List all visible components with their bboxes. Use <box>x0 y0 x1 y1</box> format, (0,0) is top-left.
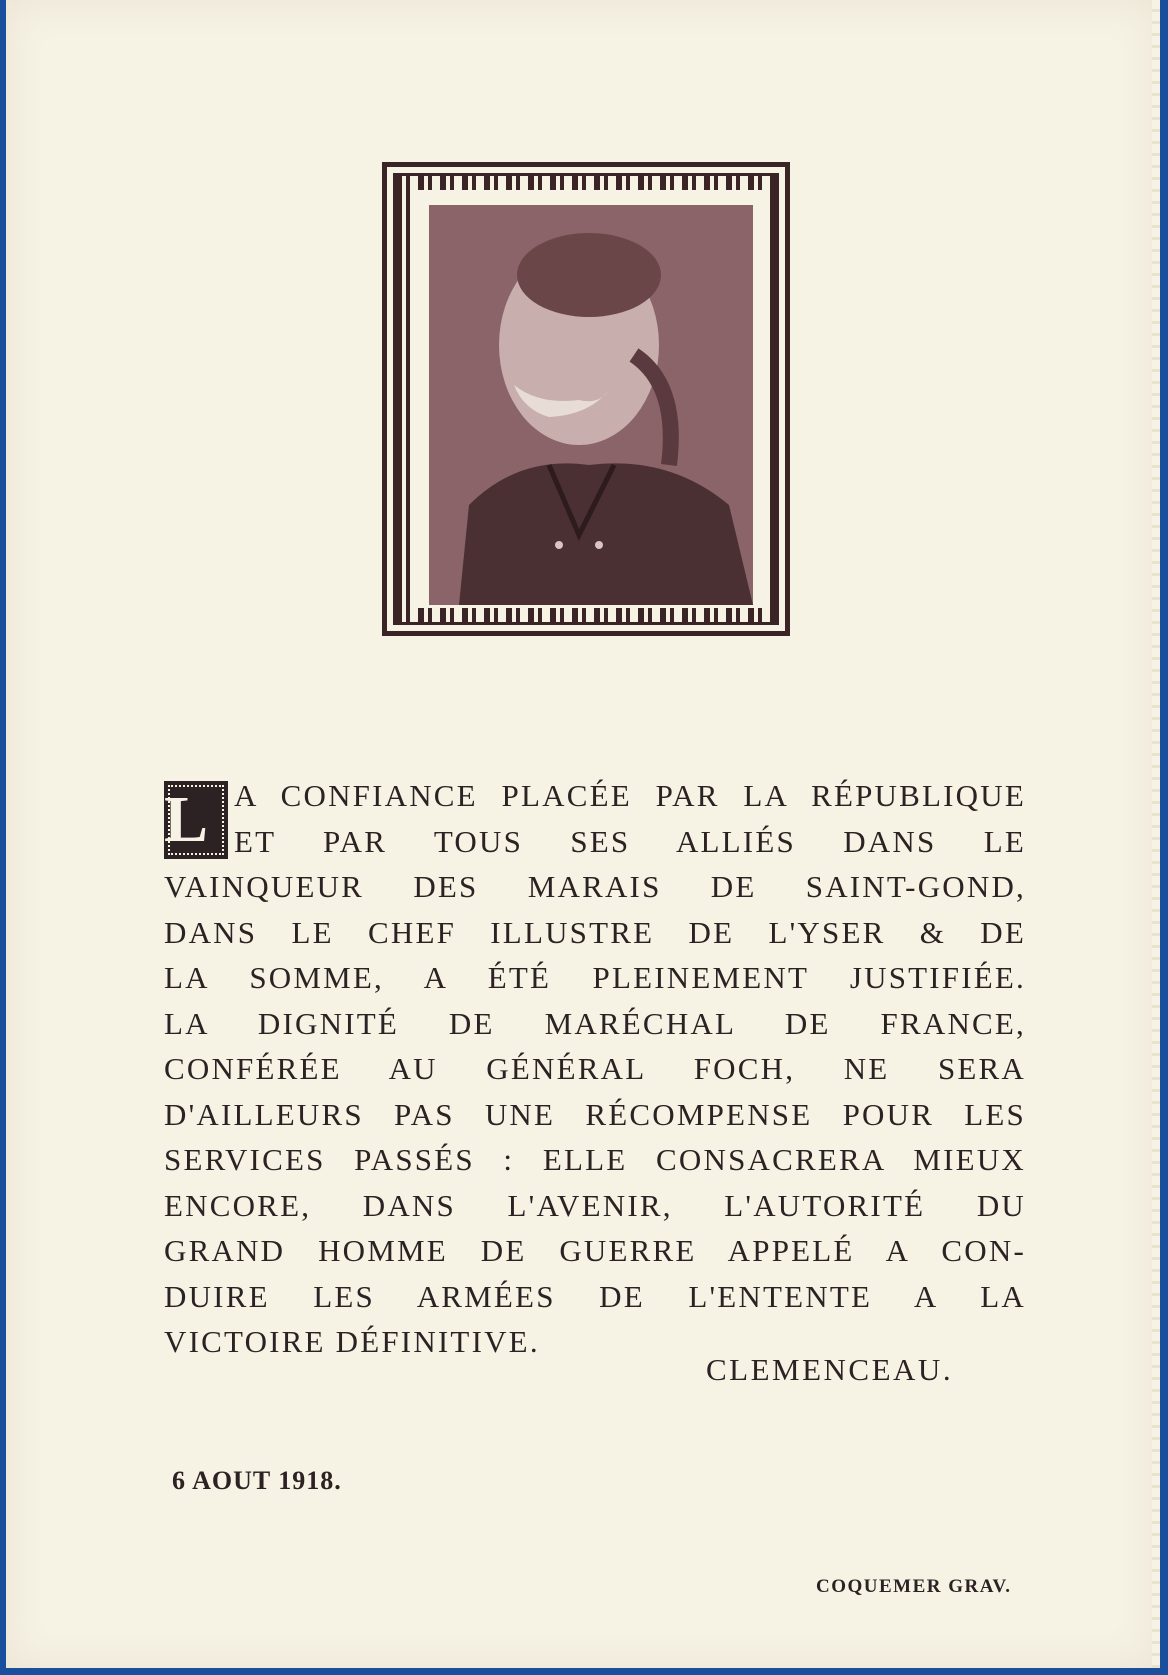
clemenceau-quote <box>164 773 1026 1365</box>
quote-line: A CONFIANCE PLACÉE PAR LA RÉPUBLIQUE <box>234 778 1026 813</box>
quote-line: ENCORE, DANS L'AVENIR, L'AUTORITÉ DU <box>164 1187 1026 1223</box>
quote-line: CONFÉRÉE AU GÉNÉRAL FOCH, NE SERA <box>164 1051 1026 1086</box>
quote-line: ET PAR TOUS SES ALLIÉS DANS LE <box>234 823 1026 859</box>
quote-line: D'AILLEURS PAS UNE RÉCOMPENSE POUR LES <box>164 1096 1026 1132</box>
portrait-of-marshal-foch-icon <box>429 205 753 605</box>
quote-line: VAINQUEUR DES MARAIS DE SAINT-GOND, <box>164 869 1026 904</box>
signature: CLEMENCEAU. <box>706 1352 954 1387</box>
memorial-card <box>6 0 1159 1668</box>
date: 6 AOUT 1918. <box>172 1466 342 1495</box>
quote-line: SERVICES PASSÉS : ELLE CONSACRERA MIEUX <box>164 1142 1026 1177</box>
quote-line: LA SOMME, A ÉTÉ PLEINEMENT JUSTIFIÉE. <box>164 960 1026 995</box>
quote-line: LA DIGNITÉ DE MARÉCHAL DE FRANCE, <box>164 1005 1026 1041</box>
portrait-frame <box>382 162 790 636</box>
drop-cap: L <box>164 781 228 859</box>
portrait-photo <box>429 205 753 605</box>
engraver-credit: COQUEMER GRAV. <box>816 1576 1012 1597</box>
quote-line: VICTOIRE DÉFINITIVE. <box>164 1324 540 1359</box>
quote-line: DUIRE LES ARMÉES DE L'ENTENTE A LA <box>164 1278 1026 1314</box>
quote-line: DANS LE CHEF ILLUSTRE DE L'YSER & DE <box>164 914 1026 950</box>
quote-line: GRAND HOMME DE GUERRE APPELÉ A CON- <box>164 1233 1026 1268</box>
